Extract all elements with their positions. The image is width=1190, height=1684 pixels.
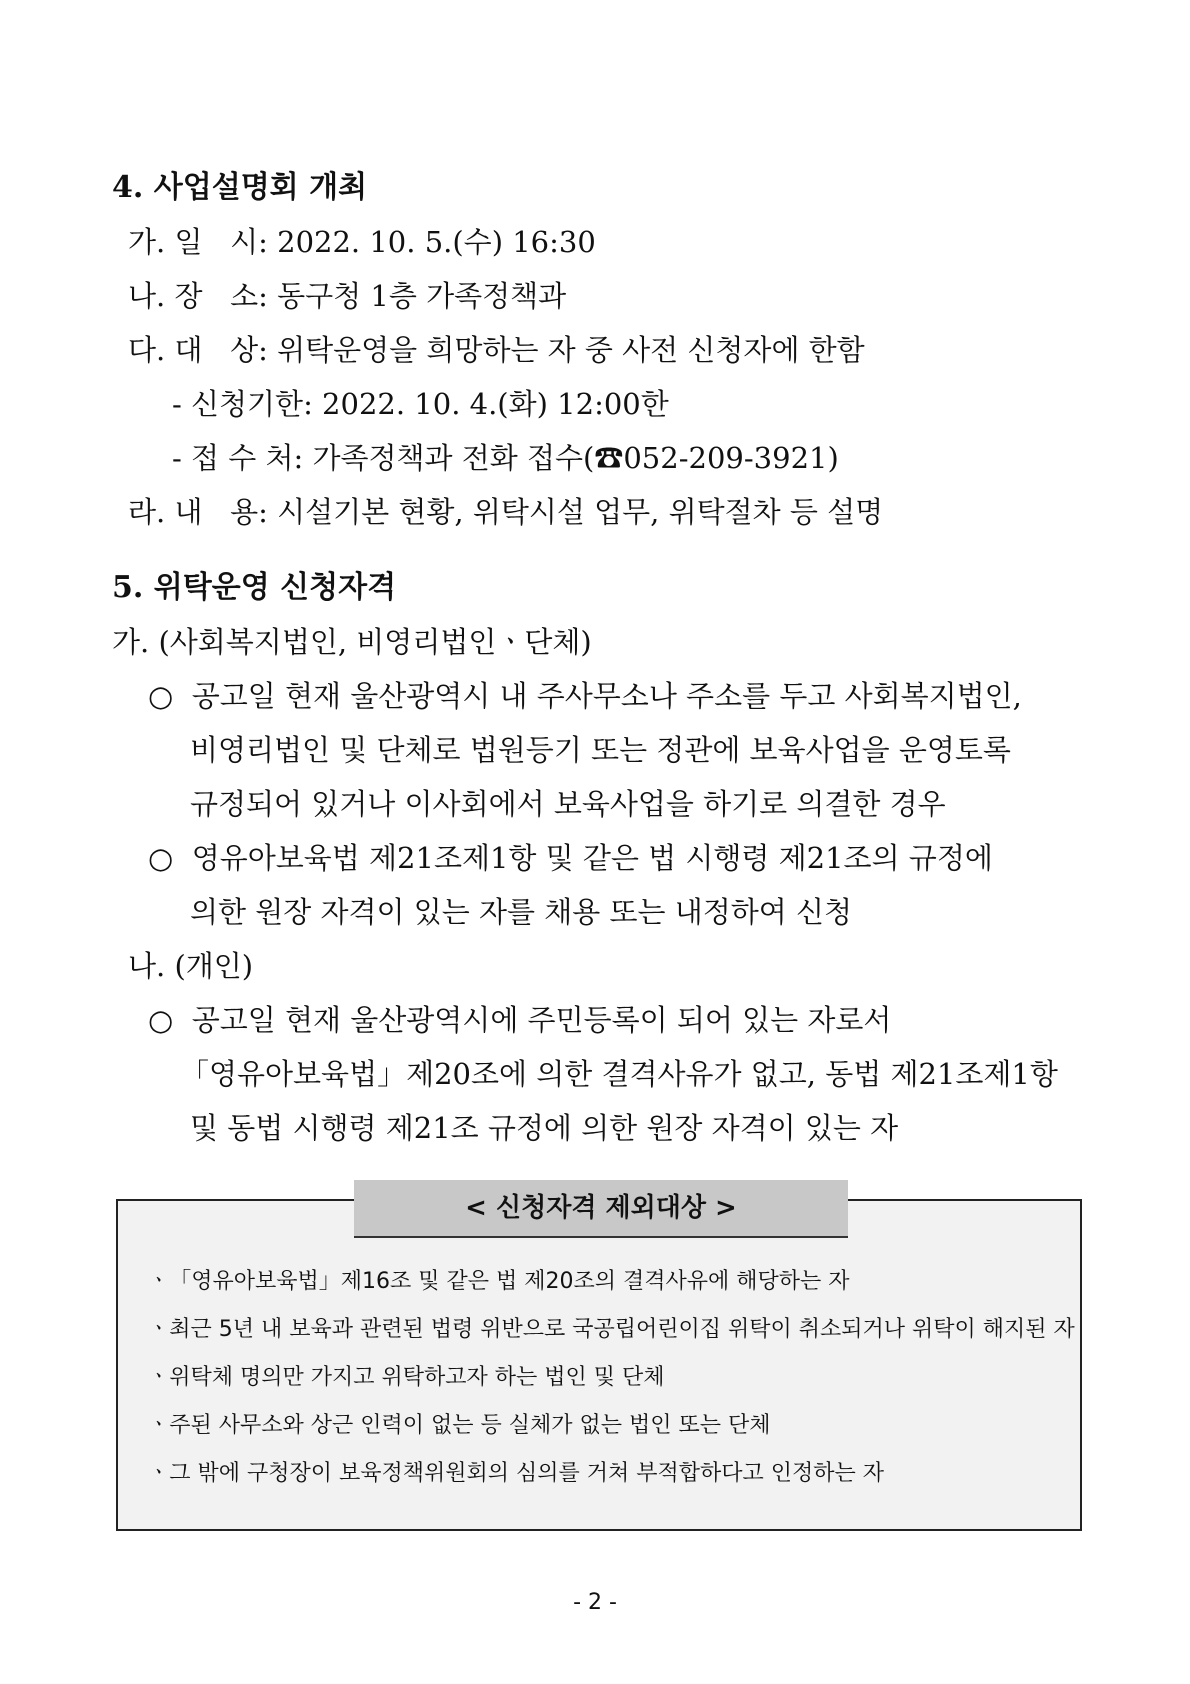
section5-a-item-1: ○ 공고일 현재 울산광역시 내 주사무소나 주소를 두고 사회복지법인, [148,679,1022,713]
section5-a-item-2: ○ 영유아보육법 제21조제1항 및 같은 법 시행령 제21조의 규정에 [148,841,993,875]
exclusion-item-1: ㆍ「영유아보육법」제16조 및 같은 법 제20조의 결격사유에 해당하는 자 [148,1269,850,1294]
section5-a-item-1-cont: 비영리법인 및 단체로 법원등기 또는 정관에 보육사업을 운영토록 [190,733,1011,767]
section5-b-item-1-cont: 「영유아보육법」제20조에 의한 결격사유가 없고, 동법 제21조제1항 [180,1057,1058,1091]
section5-b-item-1-cont2: 및 동법 시행령 제21조 규정에 의한 원장 자격이 있는 자 [190,1111,899,1145]
section5-sub-b: 나. (개인) [128,949,254,983]
exclusion-item-5: ㆍ그 밖에 구청장이 보육정책위원회의 심의를 거쳐 부적합하다고 인정하는 자 [148,1461,885,1486]
exclusion-item-2: ㆍ최근 5년 내 보육과 관련된 법령 위반으로 국공립어린이집 위탁이 취소되거나 위탁이 해지된 자 [148,1317,1075,1342]
section4-content-line: 라. 내 용: 시설기본 현황, 위탁시설 업무, 위탁절차 등 설명 [128,495,884,529]
page-number: - 2 - [573,1590,617,1615]
section5-sub-a: 가. (사회복지법인, 비영리법인ㆍ단체) [112,625,592,659]
section4-target-line: 다. 대 상: 위탁운영을 희망하는 자 중 사전 신청자에 한함 [128,333,865,367]
section4-place-line: 나. 장 소: 동구청 1층 가족정책과 [128,279,567,313]
section4-contact-line: - 접 수 처: 가족정책과 전화 접수(☎052-209-3921) [172,441,839,475]
section4-date-line: 가. 일 시: 2022. 10. 5.(수) 16:30 [128,225,596,259]
section5-b-item-1: ○ 공고일 현재 울산광역시에 주민등록이 되어 있는 자로서 [148,1003,892,1037]
section5-a-item-1-cont2: 규정되어 있거나 이사회에서 보육사업을 하기로 의결한 경우 [190,787,946,821]
section4-heading: 4. 사업설명회 개최 [112,170,368,205]
exclusion-item-4: ㆍ주된 사무소와 상근 인력이 없는 등 실체가 없는 법인 또는 단체 [148,1413,771,1438]
section4-deadline-line: - 신청기한: 2022. 10. 4.(화) 12:00한 [172,387,669,421]
exclusion-item-3: ㆍ위탁체 명의만 가지고 위탁하고자 하는 법인 및 단체 [148,1365,665,1390]
section5-heading: 5. 위탁운영 신청자격 [112,570,397,605]
exclusion-box-title: < 신청자격 제외대상 > [354,1180,848,1238]
section5-a-item-2-cont: 의한 원장 자격이 있는 자를 채용 또는 내정하여 신청 [190,895,853,929]
